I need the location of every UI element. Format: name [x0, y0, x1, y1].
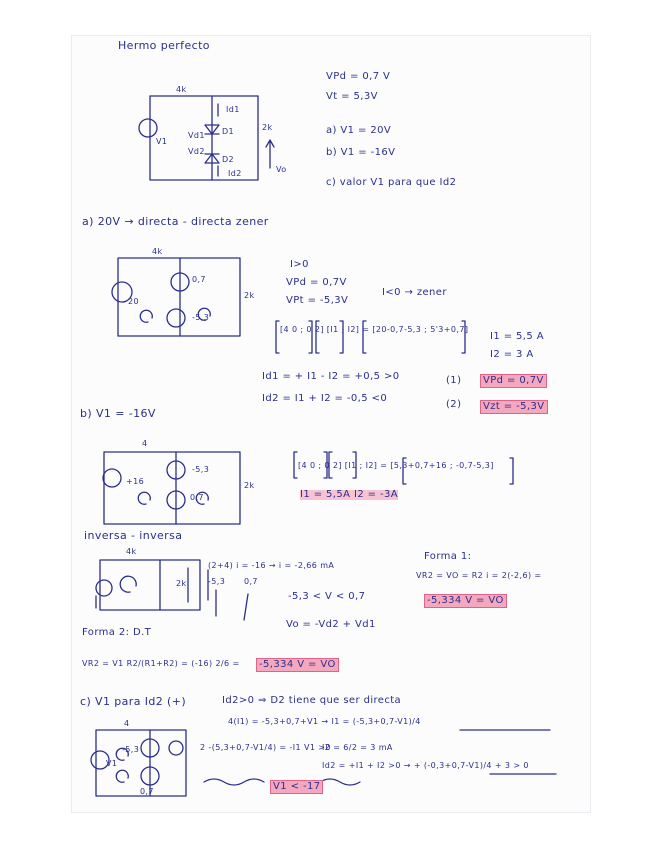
- page-title: Hermo perfecto: [118, 39, 210, 52]
- question-b: b) V1 = -16V: [326, 147, 396, 158]
- inv-inequality: -5,3 < V < 0,7: [288, 591, 366, 602]
- b-r-right: 2k: [244, 481, 255, 490]
- inversa-heading: inversa - inversa: [84, 529, 183, 542]
- c1-r-right: 2k: [262, 123, 273, 132]
- b-d07: 0,7: [190, 493, 204, 502]
- a-cond3: VPt = -5,3V: [286, 295, 349, 306]
- a-result-1: I1 = 5,5 A: [490, 331, 544, 342]
- question-a: a) V1 = 20V: [326, 125, 392, 136]
- forma-2-result: -5,334 V = VO: [256, 658, 339, 672]
- b-d53: -5,3: [192, 465, 210, 474]
- a-cond2: VPd = 0,7V: [286, 277, 347, 288]
- a-id1: Id1 = + I1 - I2 = +0,5 >0: [262, 371, 400, 382]
- part-a-heading: a) 20V → directa - directa zener: [82, 215, 269, 228]
- a-r-right: 2k: [244, 291, 255, 300]
- a-result-2: I2 = 3 A: [490, 349, 534, 360]
- c1-r-top: 4k: [176, 85, 187, 94]
- c-answer: V1 < -17: [270, 780, 323, 794]
- inv-r-top: 4k: [126, 547, 137, 556]
- b-r-top: 4: [142, 439, 148, 448]
- scribble-1: [204, 779, 264, 785]
- a-id2: Id2 = I1 + I2 = -0,5 <0: [262, 393, 388, 404]
- c-r-top: 4: [124, 719, 130, 728]
- c-eq3: I2 = 6/2 = 3 mA: [322, 743, 393, 752]
- a-cond-zener: I<0 → zener: [382, 287, 447, 298]
- c1-vd2: Vd2: [188, 147, 205, 156]
- inv-eq1: (2+4) i = -16 → i = -2,66 mA: [208, 561, 335, 570]
- c-v53: -5,3: [122, 745, 140, 754]
- c1-vo: Vo: [276, 165, 287, 174]
- c-eq4: Id2 = +I1 + I2 >0 → + (-0,3+0,7-V1)/4 + 3 > 0: [322, 761, 529, 770]
- param-vt: Vt = 5,3V: [326, 91, 378, 102]
- c1-id2: Id2: [228, 169, 242, 178]
- a-matrix: [4 0 ; 0 2] [I1 ; I2] = [20-0,7-5,3 ; 5'3+0,7]: [280, 325, 469, 334]
- c1-source: V1: [156, 137, 168, 146]
- c-eq2: 2 -(5,3+0,7-V1/4) = -I1 V1 >0: [200, 743, 331, 752]
- c1-d1: D1: [222, 127, 235, 136]
- forma-1-result: -5,334 V = VO: [424, 594, 507, 608]
- inv-v07: 0,7: [244, 577, 258, 586]
- c-v07: 0,7: [140, 787, 154, 796]
- a-highlight-vzt: Vzt = -5,3V: [480, 400, 548, 414]
- a-d07: 0,7: [192, 275, 206, 284]
- a-mark-1: (1): [446, 375, 462, 386]
- scribble-2: [320, 779, 360, 785]
- c1-id1: Id1: [226, 105, 240, 114]
- c-src: V1: [106, 759, 118, 768]
- inv-vo-eq: Vo = -Vd2 + Vd1: [286, 619, 376, 630]
- param-vpd: VPd = 0,7 V: [326, 71, 391, 82]
- c-eq1: 4(I1) = -5,3+0,7+V1 → I1 = (-5,3+0,7-V1)/4: [228, 717, 421, 726]
- a-r-top: 4k: [152, 247, 163, 256]
- inv-r-right: 2k: [176, 579, 187, 588]
- c1-d2: D2: [222, 155, 235, 164]
- b-matrix: [4 0 ; 0 2] [I1 ; I2] = [5,3+0,7+16 ; -0,7-5,3]: [298, 461, 494, 470]
- b-src: +16: [126, 477, 145, 486]
- forma-1-label: Forma 1:: [424, 551, 472, 562]
- a-mark-2: (2): [446, 399, 462, 410]
- b-result: I1 = 5,5A I2 = -3A: [300, 489, 399, 500]
- circuit-b: [103, 452, 240, 524]
- question-c: c) valor V1 para que Id2: [326, 177, 457, 188]
- inv-v53: -5,3: [208, 577, 226, 586]
- a-cond1: I>0: [290, 259, 309, 270]
- c-condition: Id2>0 ⇒ D2 tiene que ser directa: [222, 695, 402, 706]
- c1-vd1: Vd1: [188, 131, 205, 140]
- part-c-heading: c) V1 para Id2 (+): [80, 695, 187, 708]
- a-d53: -5,3: [192, 313, 210, 322]
- forma-1-eq: VR2 = VO = R2 i = 2(-2,6) =: [416, 571, 542, 580]
- forma-2-eq: VR2 = V1 R2/(R1+R2) = (-16) 2/6 =: [82, 659, 240, 668]
- a-src: 20: [128, 297, 139, 306]
- forma-2-label: Forma 2: D.T: [82, 627, 152, 638]
- a-highlight-vpd: VPd = 0,7V: [480, 374, 547, 388]
- part-b-heading: b) V1 = -16V: [80, 407, 156, 420]
